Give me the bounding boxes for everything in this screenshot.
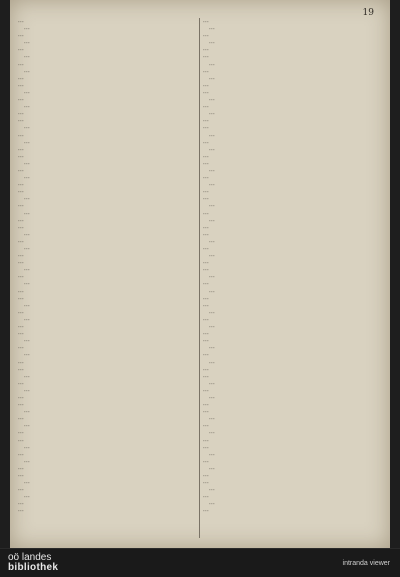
register-entry: ··· [18, 239, 24, 246]
register-entry: ··· [18, 261, 24, 268]
register-entry: ··· [18, 76, 24, 83]
register-entry: ··· [18, 310, 24, 317]
register-entry: ··· [203, 176, 209, 183]
logo-line-2: bibliothek [8, 562, 59, 573]
register-entry: ··· [18, 48, 24, 55]
register-entry: ··· [209, 395, 215, 402]
register-entry: ··· [203, 69, 209, 76]
register-entry: ··· [18, 20, 24, 26]
register-entry: ··· [18, 34, 24, 41]
register-entry: ··· [24, 55, 30, 62]
register-entry: ··· [18, 296, 24, 303]
register-entry: ··· [24, 105, 30, 112]
register-entry: ··· [18, 360, 24, 367]
register-entry: ··· [209, 310, 215, 317]
register-entry: ··· [209, 381, 215, 388]
viewer-footer [0, 548, 400, 577]
register-entry: ··· [24, 374, 30, 381]
register-entry: ··· [209, 76, 215, 83]
register-entry: ··· [203, 495, 209, 502]
register-entry: ··· [203, 296, 209, 303]
register-entry: ··· [203, 317, 209, 324]
register-entry: ··· [24, 339, 30, 346]
register-entry: ··· [209, 289, 215, 296]
logo-line-1: oö landes [8, 552, 52, 563]
register-entry: ··· [24, 211, 30, 218]
register-entry: ··· [209, 41, 215, 48]
register-entry: ··· [18, 381, 24, 388]
register-entry: ··· [24, 41, 30, 48]
register-entry: ··· [18, 218, 24, 225]
register-entry: ··· [18, 204, 24, 211]
register-entry: ··· [203, 34, 209, 41]
register-entry: ··· [18, 438, 24, 445]
register-entry: ··· [24, 232, 30, 239]
register-entry: ··· [18, 133, 24, 140]
register-entry: ··· [203, 403, 209, 410]
register-entry: ··· [18, 474, 24, 480]
register-entry: ··· [18, 488, 24, 495]
register-entry: ··· [203, 353, 209, 360]
register-entry: ··· [209, 254, 215, 261]
register-entry: ··· [203, 374, 209, 381]
register-entry: ··· [209, 98, 215, 105]
register-entry: ··· [203, 438, 209, 445]
register-entry: ··· [203, 388, 209, 395]
register-entry: ··· [209, 417, 215, 424]
register-entry: ··· [203, 232, 209, 239]
left-column [18, 20, 196, 542]
register-entry: ··· [209, 218, 215, 225]
register-entry: ··· [18, 119, 24, 126]
register-entry: ··· [203, 282, 209, 289]
register-entry: ··· [203, 410, 209, 417]
register-entry: ··· [209, 62, 215, 69]
register-entry: ··· [209, 204, 215, 211]
register-entry: ··· [24, 69, 30, 76]
right-column [203, 20, 381, 542]
register-entry: ··· [203, 225, 209, 232]
register-entry: ··· [24, 27, 30, 34]
register-entry: ··· [203, 474, 209, 480]
register-entry: ··· [18, 466, 24, 473]
register-entry: ··· [18, 346, 24, 353]
register-entry: ··· [209, 27, 215, 34]
register-entry: ··· [18, 395, 24, 402]
register-entry: ··· [24, 317, 30, 324]
register-entry: ··· [24, 90, 30, 97]
column-divider [199, 18, 200, 538]
register-entry: ··· [18, 190, 24, 197]
page-number: 19 [362, 8, 374, 18]
register-entry: ··· [18, 502, 24, 509]
register-entry: ··· [18, 112, 24, 119]
register-entry: ··· [24, 424, 30, 431]
register-entry: ··· [203, 154, 209, 161]
page-scan[interactable] [10, 0, 390, 548]
register-entry: ··· [203, 126, 209, 133]
register-entry: ··· [18, 452, 24, 459]
register-entry: ··· [24, 459, 30, 466]
register-entry: ··· [18, 325, 24, 332]
register-entry: ··· [209, 112, 215, 119]
register-entry: ··· [203, 424, 209, 431]
register-entry: ··· [18, 289, 24, 296]
register-entry: ··· [203, 140, 209, 147]
register-entry: ··· [209, 133, 215, 140]
register-entry: ··· [203, 445, 209, 452]
register-entry: ··· [203, 83, 209, 90]
register-entry: ··· [24, 445, 30, 452]
register-entry: ··· [24, 495, 30, 502]
register-entry: ··· [203, 367, 209, 374]
register-entry: ··· [24, 176, 30, 183]
register-entry: ··· [18, 147, 24, 154]
viewer-name: intranda viewer [342, 560, 390, 567]
register-entry: ··· [203, 20, 209, 26]
register-entry: ··· [203, 190, 209, 197]
register-entry: ··· [203, 459, 209, 466]
register-entry: ··· [203, 339, 209, 346]
register-entry: ··· [209, 325, 215, 332]
register-entry: ··· [203, 211, 209, 218]
register-entry: ··· [203, 332, 209, 339]
register-entry: ··· [203, 247, 209, 253]
register-entry: ··· [24, 197, 30, 204]
register-entry: ··· [209, 346, 215, 353]
register-entry: ··· [209, 168, 215, 175]
register-entry: ··· [203, 55, 209, 62]
register-entry: ··· [24, 247, 30, 253]
register-entry: ··· [24, 161, 30, 168]
register-entry: ··· [18, 254, 24, 261]
register-entry: ··· [203, 48, 209, 55]
register-entry: ··· [209, 431, 215, 438]
register-entry: ··· [18, 98, 24, 105]
register-entry: ··· [24, 140, 30, 147]
library-logo[interactable] [8, 553, 58, 573]
register-entry: ··· [24, 481, 30, 488]
register-entry: ··· [24, 303, 30, 310]
register-entry: ··· [209, 466, 215, 473]
register-entry: ··· [18, 332, 24, 339]
register-entry: ··· [18, 225, 24, 232]
register-entry: ··· [203, 90, 209, 97]
register-entry: ··· [209, 183, 215, 190]
register-entry: ··· [203, 509, 209, 516]
register-entry: ··· [203, 105, 209, 112]
register-entry: ··· [18, 431, 24, 438]
register-entry: ··· [18, 417, 24, 424]
register-entry: ··· [209, 502, 215, 509]
register-entry: ··· [18, 168, 24, 175]
register-entry: ··· [203, 197, 209, 204]
register-entry: ··· [203, 481, 209, 488]
register-entry: ··· [209, 147, 215, 154]
register-entry: ··· [209, 239, 215, 246]
register-entry: ··· [203, 261, 209, 268]
register-entry: ··· [209, 488, 215, 495]
register-entry: ··· [203, 119, 209, 126]
register-entry: ··· [24, 410, 30, 417]
register-entry: ··· [203, 268, 209, 275]
register-entry: ··· [203, 161, 209, 168]
register-entry: ··· [24, 353, 30, 360]
register-entry: ··· [18, 62, 24, 69]
register-entry: ··· [209, 452, 215, 459]
register-entry: ··· [24, 268, 30, 275]
register-entry: ··· [18, 367, 24, 374]
register-entry: ··· [24, 282, 30, 289]
register-entry: ··· [209, 360, 215, 367]
register-entry: ··· [18, 154, 24, 161]
register-entry: ··· [18, 83, 24, 90]
register-entry: ··· [24, 388, 30, 395]
register-entry: ··· [18, 275, 24, 282]
register-entry: ··· [209, 275, 215, 282]
register-entry: ··· [18, 509, 24, 516]
register-entry: ··· [203, 303, 209, 310]
register-entry: ··· [18, 403, 24, 410]
register-entry: ··· [24, 126, 30, 133]
register-entry: ··· [18, 183, 24, 190]
